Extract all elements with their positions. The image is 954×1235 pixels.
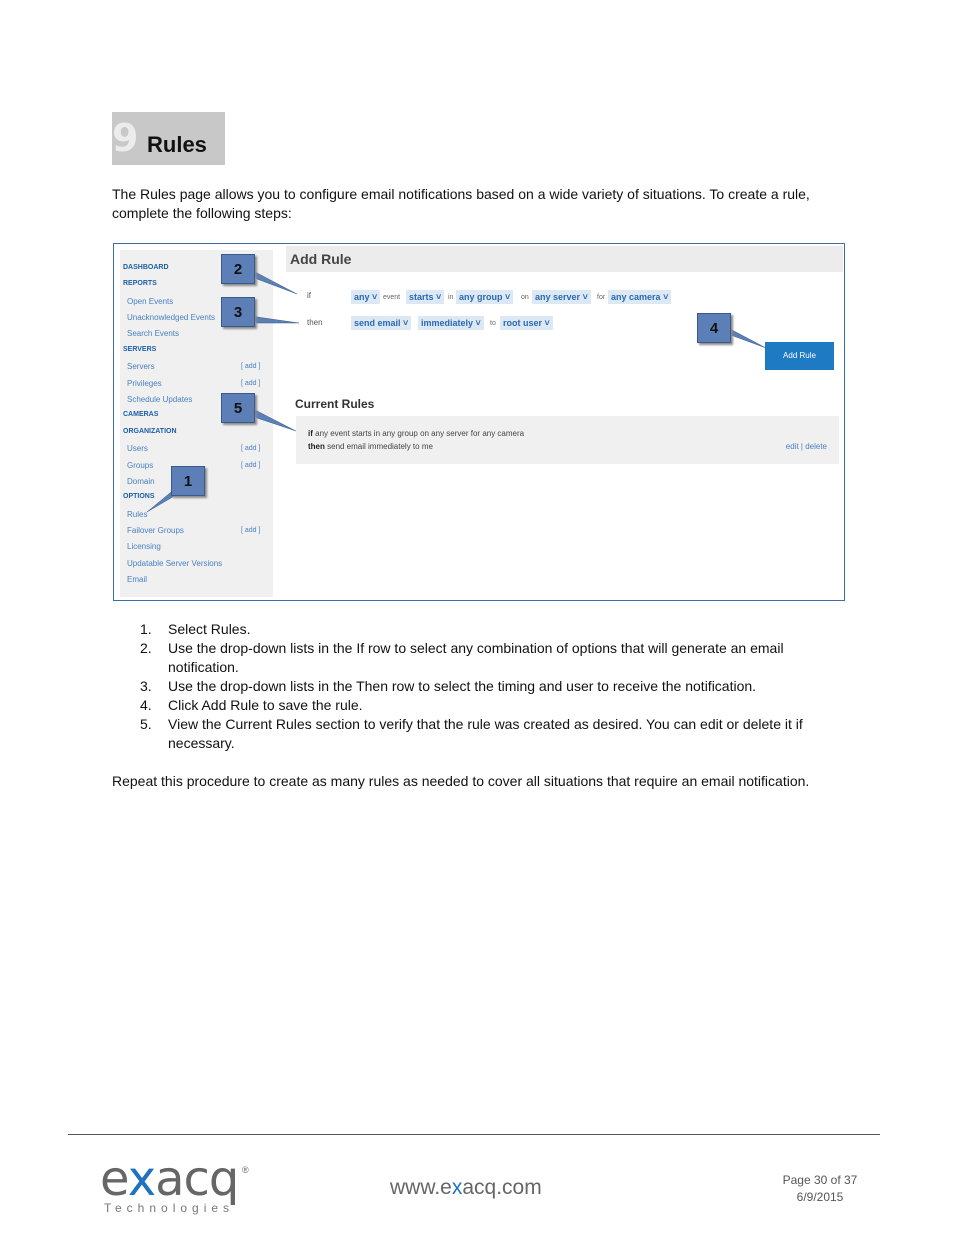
list-item xyxy=(112,639,832,677)
sidebar-item[interactable]: Unacknowledged Events xyxy=(127,313,216,322)
list-item xyxy=(112,677,832,696)
step-text: Click Add Rule to save the rule. xyxy=(168,697,363,713)
sidebar-item[interactable]: ORGANIZATION xyxy=(123,428,177,435)
edit-delete-links[interactable]: edit | delete xyxy=(785,442,827,451)
if-any-dropdown[interactable]: any ˅ xyxy=(351,290,380,304)
closing-paragraph: Repeat this procedure to create as many rules as needed to cover all situations that require an email notification. xyxy=(112,773,810,789)
then-action-dropdown[interactable]: send email ˅ xyxy=(351,316,411,330)
step-number: 1. xyxy=(140,621,152,637)
sidebar-item[interactable]: Search Events xyxy=(127,329,180,338)
sidebar-item[interactable]: Privileges xyxy=(127,379,162,388)
sidebar-item[interactable]: Domain xyxy=(127,477,155,486)
then-label: then xyxy=(307,318,323,327)
logo-registered-mark: ® xyxy=(242,1165,249,1175)
if-label: if xyxy=(307,291,311,300)
step-number: 3. xyxy=(140,678,152,694)
sidebar-add-link[interactable]: [ add ] xyxy=(241,445,261,452)
connector-text: event xyxy=(383,294,401,301)
footer-divider xyxy=(68,1134,880,1135)
current-rules-title: Current Rules xyxy=(295,397,375,411)
callout-2: 2 xyxy=(221,254,255,284)
logo-subtitle: Technologies xyxy=(104,1201,235,1215)
sidebar-item[interactable]: Failover Groups xyxy=(127,526,184,535)
add-rule-button[interactable]: Add Rule xyxy=(765,342,834,370)
callout-1: 1 xyxy=(171,466,205,496)
connector-text: to xyxy=(490,320,496,327)
sidebar-item[interactable]: Email xyxy=(127,575,148,584)
if-server-dropdown[interactable]: any server ˅ xyxy=(532,290,591,304)
if-camera-dropdown[interactable]: any camera ˅ xyxy=(608,290,671,304)
current-rule-then-line: then send email immediately to me xyxy=(308,442,433,451)
sidebar-item[interactable]: Users xyxy=(127,444,148,453)
sidebar-item[interactable]: Rules xyxy=(127,510,148,519)
callout-5: 5 xyxy=(221,393,255,423)
step-number: 5. xyxy=(140,716,152,732)
sidebar-item[interactable]: SERVERS xyxy=(123,346,157,353)
intro-paragraph: The Rules page allows you to configure email notifications based on a wide variety of situations. To create a rule, complete the following steps: xyxy=(112,186,810,221)
list-item xyxy=(112,696,832,715)
add-rule-title: Add Rule xyxy=(290,251,352,267)
step-text: Use the drop-down lists in the Then row to select the timing and user to receive the notification. xyxy=(168,678,757,694)
sidebar-item[interactable]: CAMERAS xyxy=(123,411,159,418)
sidebar-item[interactable]: DASHBOARD xyxy=(123,264,169,271)
page-date: 6/9/2015 xyxy=(796,1190,844,1204)
sidebar-item[interactable]: Groups xyxy=(127,461,154,470)
connector-text: in xyxy=(448,294,454,301)
callout-3: 3 xyxy=(221,297,255,327)
if-group-dropdown[interactable]: any group ˅ xyxy=(456,290,513,304)
step-text: Select Rules. xyxy=(168,621,251,637)
sidebar-item[interactable]: Schedule Updates xyxy=(127,395,193,404)
rules-screenshot xyxy=(113,243,845,601)
step-text: View the Current Rules section to verify that the rule was created as desired. You can edit or delete it if necessary. xyxy=(168,716,803,751)
step-text: Use the drop-down lists in the If row to select any combination of options that will generate an email notification. xyxy=(168,640,784,675)
list-item xyxy=(112,715,832,753)
sidebar-item[interactable]: Open Events xyxy=(127,297,174,306)
connector-text: for xyxy=(597,294,606,301)
sidebar-add-link[interactable]: [ add ] xyxy=(241,462,261,469)
sidebar-item[interactable]: Updatable Server Versions xyxy=(127,559,223,568)
page-info xyxy=(770,1172,870,1206)
steps-list xyxy=(112,620,832,753)
then-user-dropdown[interactable]: root user ˅ xyxy=(500,316,553,330)
section-heading xyxy=(112,112,225,165)
page-number: Page 30 of 37 xyxy=(782,1173,858,1187)
website-url: www.exacq.com xyxy=(390,1176,542,1199)
section-title: Rules xyxy=(147,132,207,157)
sidebar-add-link[interactable]: [ add ] xyxy=(241,527,261,534)
sidebar-add-link[interactable]: [ add ] xyxy=(241,380,261,387)
connector-text: on xyxy=(521,294,529,301)
list-item xyxy=(112,620,832,639)
step-number: 4. xyxy=(140,697,152,713)
exacq-logo xyxy=(100,1151,249,1215)
sidebar-add-link[interactable]: [ add ] xyxy=(241,363,261,370)
sidebar-item[interactable]: REPORTS xyxy=(123,280,157,287)
sidebar-item[interactable]: OPTIONS xyxy=(123,493,155,500)
section-number: 9 xyxy=(112,116,139,160)
step-number: 2. xyxy=(140,640,152,656)
if-starts-dropdown[interactable]: starts ˅ xyxy=(406,290,444,304)
sidebar-item[interactable]: Licensing xyxy=(127,542,161,551)
logo-wordmark: exacq xyxy=(100,1151,239,1207)
sidebar-item[interactable]: Servers xyxy=(127,362,155,371)
then-timing-dropdown[interactable]: immediately ˅ xyxy=(418,316,484,330)
callout-4: 4 xyxy=(697,313,731,343)
current-rule-if-line: if any event starts in any group on any server for any camera xyxy=(308,429,525,438)
